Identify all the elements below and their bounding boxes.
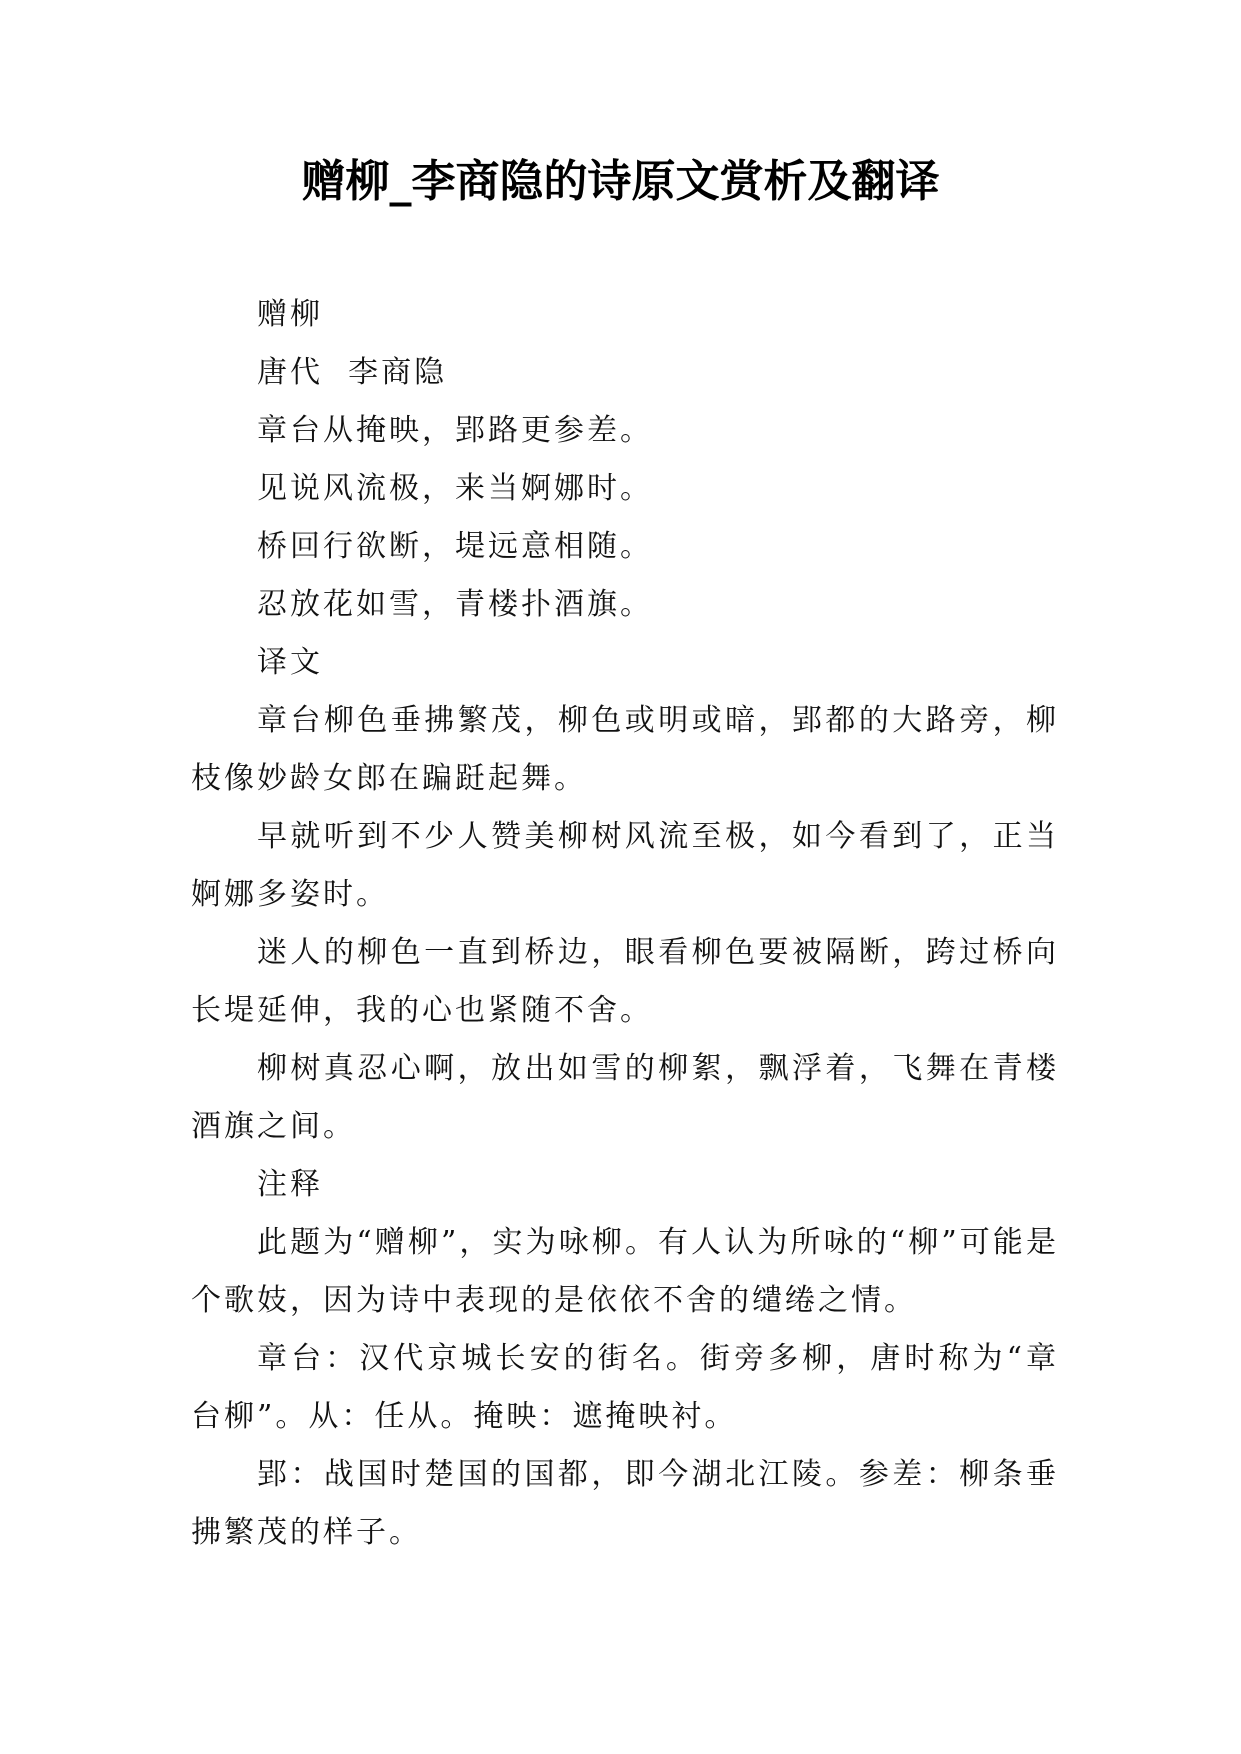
translation-paragraph: 章台柳色垂拂繁茂，柳色或明或暗，郢都的大路旁，柳枝像妙龄女郎在蹁跹起舞。: [191, 703, 1059, 796]
poem-line: 桥回行欲断，堤远意相随。: [257, 529, 653, 564]
document-title: 赠柳_李商隐的诗原文赏析及翻译: [301, 156, 940, 207]
notes-paragraph: 郢：战国时楚国的国都，即今湖北江陵。参差：柳条垂拂繁茂的样子。: [191, 1457, 1059, 1550]
poem-title: 赠柳: [257, 297, 323, 332]
poem-line: 见说风流极，来当婀娜时。: [257, 471, 653, 506]
section-heading-translation: 译文: [257, 645, 323, 680]
document-body: [191, 286, 1059, 1562]
poem-author: 唐代 李商隐: [257, 355, 448, 390]
translation-paragraph: 柳树真忍心啊，放出如雪的柳絮，飘浮着，飞舞在青楼酒旗之间。: [191, 1051, 1059, 1144]
poem-line: 忍放花如雪，青楼扑酒旗。: [257, 587, 653, 622]
poem-line: 章台从掩映，郢路更参差。: [257, 413, 653, 448]
translation-paragraph: 早就听到不少人赞美柳树风流至极，如今看到了，正当婀娜多姿时。: [191, 819, 1059, 912]
section-heading-notes: 注释: [257, 1167, 323, 1202]
notes-paragraph: 此题为“赠柳”，实为咏柳。有人认为所咏的“柳”可能是个歌妓，因为诗中表现的是依依不舍的缱绻之情。: [191, 1225, 1059, 1318]
notes-paragraph: 章台：汉代京城长安的街名。街旁多柳，唐时称为“章台柳”。从：任从。掩映：遮掩映衬。: [191, 1341, 1059, 1434]
translation-paragraph: 迷人的柳色一直到桥边，眼看柳色要被隔断，跨过桥向长堤延伸，我的心也紧随不舍。: [191, 935, 1059, 1028]
